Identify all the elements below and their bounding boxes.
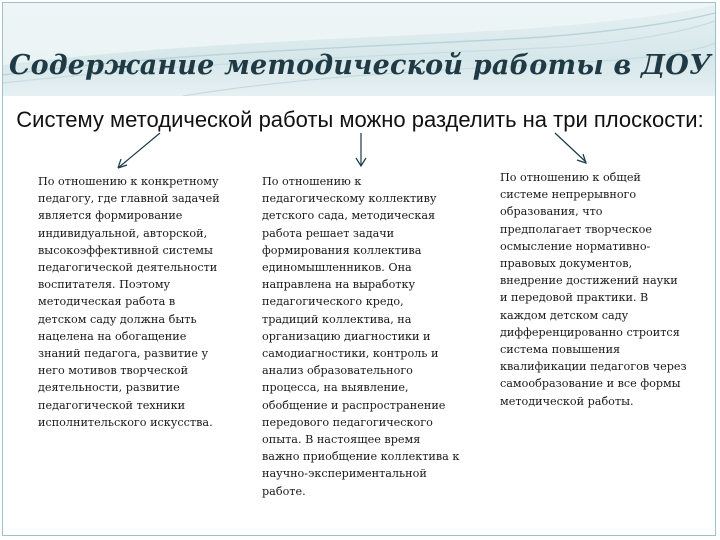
column-education-system: По отношению к общей системе непрерывного образования, что предполагает творческое осмысление нормативно- правовых документов, внедрение достижений науки и передовой практики. В каждом детском саду дифференцированно строится система повышения квалификации педагогов через самообразование и все формы методической работы. [500,171,687,408]
column-collective: По отношению к педагогическому коллективу детского сада, методическая работа решает задачи формирования коллектива единомышленников. Она направлена на выработку педагогического кредо, традиций коллектива, на организацию диагностики и самодиагностики, контроль и анализ образовательного процесса, на выявление, обобщение и распространение передового педагогического опыта. В настоящее время важно приобщение коллектива к научно-экспериментальной работе. [262,175,460,498]
arrow-middle-icon [356,133,366,166]
slide-subtitle: Систему методической работы можно разделить на три плоскости: [16,107,704,132]
arrow-right-icon [555,133,586,163]
arrow-left-icon [118,133,160,168]
column-teacher: По отношению к конкретному педагогу, где главной задачей является формирование индивидуальной, авторской, высокоэффективной системы педагогической деятельности воспитателя. Поэтому методическая работа в детском саду должна быть нацелена на обогащение знаний педагога, развитие у него мотивов творческой деятельности, развитие педагогической техники исполнительского искусства. [38,175,220,429]
slide-title: Содержание методической работы в ДОУ [8,50,712,81]
